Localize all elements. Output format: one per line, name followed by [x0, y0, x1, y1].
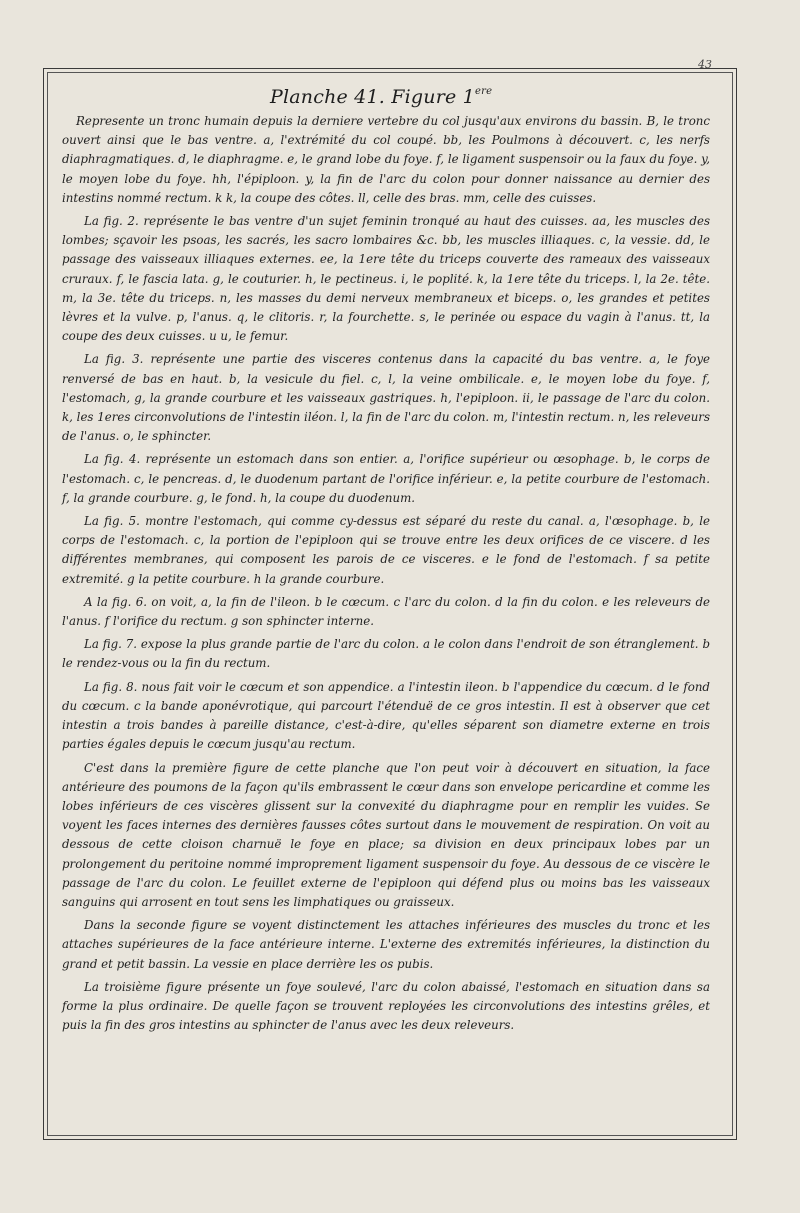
- paragraph-figure-6: A la fig. 6. on voit, a, la fin de l'ileon. b le cœcum. c l'arc du colon. d la fin du colon. e les releveurs de l'anus. f l'orifice du rectum. g son sphincter interne.: [62, 594, 710, 629]
- paragraph-commentary-second-figure: Dans la seconde figure se voyent distinctement les attaches inférieures des muscles du tronc et les attaches supérieures de la face antérieure interne. L'externe des extremités inférieures, la distinction du grand et petit bassin. La vessie en place derrière les os pubis.: [62, 918, 710, 971]
- paragraph-commentary-third-figure: La troisième figure présente un foye soulevé, l'arc du colon abaissé, l'estomach en situation dans sa forme la plus ordinaire. De quelle façon se trouvent reployées les circonvolutions des intestins grêles, et puis la fin des gros intestins au sphincter de l'anus avec les deux releveurs.: [62, 979, 710, 1033]
- plate-title-text: Planche 41. Figure 1: [270, 86, 475, 108]
- page-number: 43: [698, 58, 712, 71]
- paragraph-figure-7: La fig. 7. expose la plus grande partie de l'arc du colon. a le colon dans l'endroit de son étranglement. b le rendez-vous ou la fin du rectum.: [62, 637, 710, 671]
- paragraph-figure-3: La fig. 3. représente une partie des visceres contenus dans la capacité du bas ventre. a, le foye renversé de bas en haut. b, la vesicule du fiel. c, l, la veine ombilicale. e, le moyen lobe du foye. f, l'estomach, g, la grande courbure et les vaisseaux gastriques. h, l'epiploon. ii, le passage de l'arc du colon. k, les 1eres circonvolutions de l'intestin iléon. l, la fin de l'arc du colon. m, l'intestin rectum. n, les releveurs de l'anus. o, le sphincter.: [62, 352, 710, 444]
- paragraph-figure-2: La fig. 2. représente le bas ventre d'un sujet feminin tronqué au haut des cuisses. aa, les muscles des lombes; sçavoir les psoas, les sacrés, les sacro lombaires &c. bb, les muscles illiaques. c, la vessie. dd, le passage des vaisseaux illiaques externes. ee, la 1ere tête du triceps couverte des rameaux des vaisseaux cruraux. f, le fascia lata. g, le couturier. h, le pectineus. i, le poplité. k, la 1ere tête du triceps. l, la 2e. tête. m, la 3e. tête du triceps. n, les masses du demi nerveux membraneux et biceps. o, les grandes et petites lèvres et la vulve. p, l'anus. q, le clitoris. r, la fourchette. s, le perinée ou espace du vagin à l'anus. tt, la coupe des deux cuisses. u u, le femur.: [62, 214, 710, 344]
- paragraph-figure-1: Represente un tronc humain depuis la derniere vertebre du col jusqu'aux environs du bassin. B, le tronc ouvert ainsi que le bas ventre. a, l'extrémité du col coupé. bb, les Poulmons à découvert. c, les nerfs diaphragmatiques. d, le diaphragme. e, le grand lobe du foye. f, le ligament suspensoir ou la faux du foye. y, le moyen lobe du foye. hh, l'épiploon. y, la fin de l'arc du colon pour donner naissance au dernier des intestins nommé rectum. k k, la coupe des côtes. ll, celle des bras. mm, celle des cuisses.: [62, 114, 710, 205]
- plate-title-superscript: ere: [474, 86, 493, 97]
- paragraph-figure-4: La fig. 4. représente un estomach dans son entier. a, l'orifice supérieur ou œsophage. b, le corps de l'estomach. c, le pencreas. d, le duodenum partant de l'orifice inférieur. e, la petite courbure de l'estomach. f, la grande courbure. g, le fond. h, la coupe du duodenum.: [62, 452, 710, 505]
- plate-title: [270, 86, 492, 108]
- plate-description: [62, 112, 710, 1039]
- paragraph-figure-5: La fig. 5. montre l'estomach, qui comme cy-dessus est séparé du reste du canal. a, l'œsophage. b, le corps de l'estomach. c, la portion de l'epiploon qui se trouve entre les deux orifices de ce viscere. d les différentes membranes, qui composent les parois de ce visceres. e le fond de l'estomach. f sa petite extremité. g la petite courbure. h la grande courbure.: [62, 514, 710, 586]
- paragraph-figure-8: La fig. 8. nous fait voir le cœcum et son appendice. a l'intestin ileon. b l'appendice du cœcum. d le fond du cœcum. c la bande aponévrotique, qui parcourt l'étenduë de ce gros intestin. Il est à observer que cet intestin a trois bandes à pareille distance, c'est-à-dire, qu'elles séparent son diametre externe en trois parties égales depuis le cœcum jusqu'au rectum.: [62, 679, 710, 752]
- paragraph-commentary-first-figure: C'est dans la première figure de cette planche que l'on peut voir à découvert en situation, la face antérieure des poumons de la façon qu'ils embrassent le cœur dans son envelope pericardine et comme les lobes inférieurs de ces viscères glissent sur la convexité du diaphragme pour en remplir les vuides. Se voyent les faces internes des dernières fausses côtes surtout dans le mouvement de respiration. On voit au dessous de cette cloison charnuë le foye en place; sa division en deux principaux lobes par un prolongement du peritoine nommé improprement ligament suspensoir du foye. Au dessous de ce viscère le passage de l'arc du colon. Le feuillet externe de l'epiploon qui défend plus ou moins bas les vaisseaux sanguins qui arrosent en tout sens les limphatiques ou graisseux.: [62, 760, 710, 909]
